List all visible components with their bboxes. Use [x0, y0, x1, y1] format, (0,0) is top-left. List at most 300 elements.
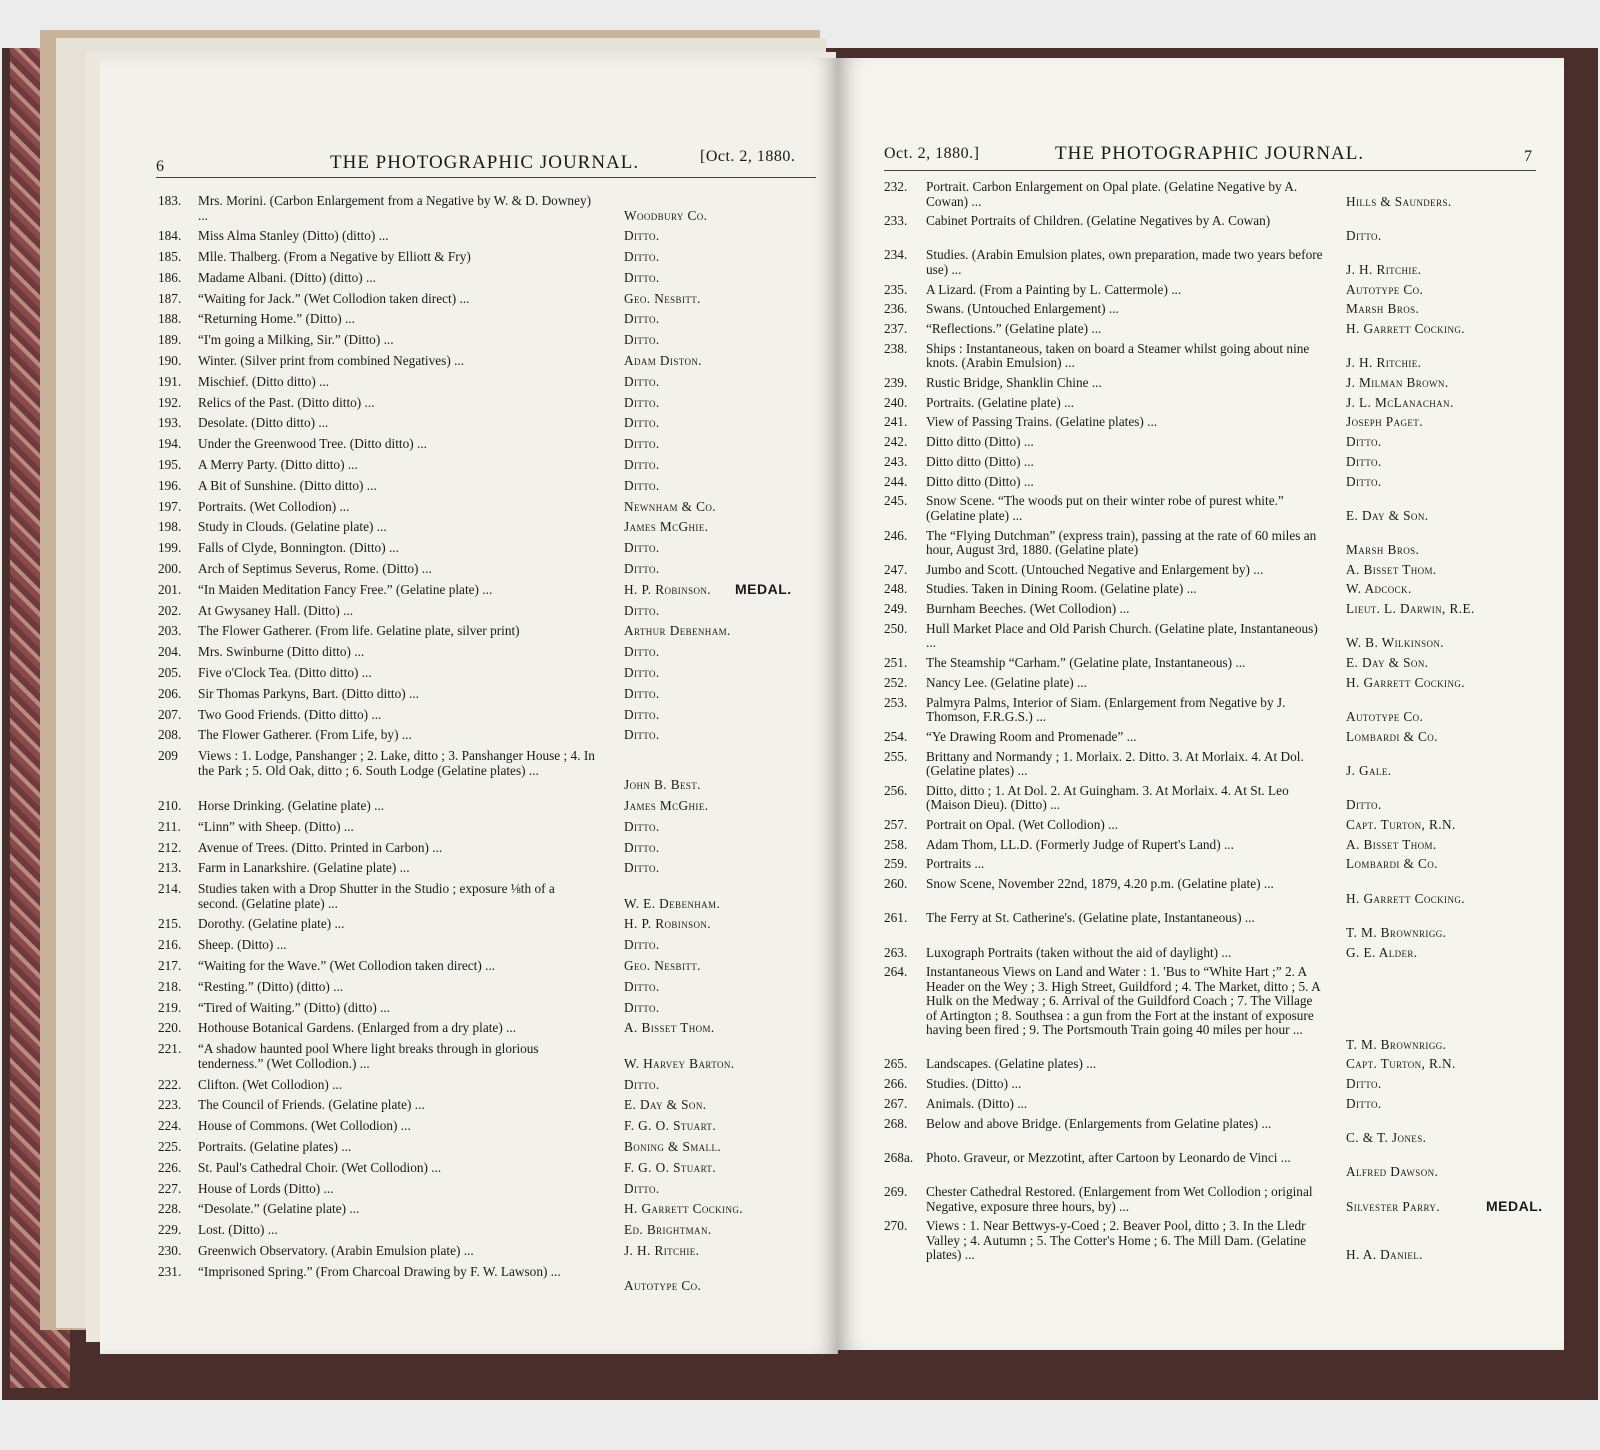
entry-number: 268.: [884, 1115, 908, 1131]
entry-description: A Merry Party. (Ditto ditto) ...: [198, 457, 358, 473]
entry-exhibitor: Ditto.: [624, 818, 660, 834]
entry-exhibitor: Ditto.: [624, 477, 660, 493]
entry-description: Lost. (Ditto) ...: [198, 1222, 278, 1238]
entry-exhibitor: Ditto.: [624, 457, 660, 473]
entry-number: 208.: [158, 727, 182, 743]
entry-exhibitor: H. A. Daniel.: [1346, 1247, 1423, 1263]
entry-number: 198.: [158, 519, 182, 535]
entry-exhibitor: Ditto.: [624, 415, 660, 431]
entry-exhibitor: Ditto.: [1346, 1095, 1382, 1111]
entry-exhibitor: Autotype Co.: [624, 1278, 702, 1294]
catalogue-entry: [158, 354, 824, 369]
entry-exhibitor: T. M. Brownrigg.: [1346, 1036, 1447, 1052]
entry-description: Study in Clouds. (Gelatine plate) ...: [198, 519, 387, 535]
entry-number: 248.: [884, 581, 908, 597]
entry-number: 214.: [158, 881, 182, 897]
entry-number: 188.: [158, 311, 182, 327]
entry-number: 185.: [158, 249, 182, 265]
entry-exhibitor: E. Day & Son.: [1346, 507, 1429, 523]
catalogue-entry: [158, 687, 824, 702]
entry-number: 234.: [884, 247, 908, 263]
entry-exhibitor: A. Bisset Thom.: [1346, 836, 1437, 852]
entry-exhibitor: Ditto.: [624, 839, 660, 855]
entry-description: The Ferry at St. Catherine's. (Gelatine plate, Instantaneous) ...: [926, 910, 1255, 926]
entry-exhibitor: H. Garrett Cocking.: [624, 1201, 743, 1217]
entry-number: 199.: [158, 540, 182, 556]
entry-description: Ditto ditto (Ditto) ...: [926, 453, 1034, 469]
entry-number: 252.: [884, 674, 908, 690]
catalogue-entry: [884, 696, 1546, 725]
entry-number: 201.: [158, 581, 182, 597]
entry-exhibitor: Ditto.: [624, 978, 660, 994]
entry-number: 209: [158, 748, 178, 764]
catalogue-entry: [158, 479, 824, 494]
entry-number: 196.: [158, 477, 182, 493]
right-running-title: THE PHOTOGRAPHIC JOURNAL.: [1055, 143, 1365, 164]
entry-number: 207.: [158, 706, 182, 722]
entry-description: “Ye Drawing Room and Promenade” ...: [926, 728, 1137, 744]
entry-description: The Flower Gatherer. (From Life, by) ...: [198, 727, 412, 743]
catalogue-entry: [884, 818, 1546, 833]
entry-number: 226.: [158, 1159, 182, 1175]
entry-number: 230.: [158, 1242, 182, 1258]
entry-description: Mrs. Morini. (Carbon Enlargement from a Negative by W. & D. Downey) ...: [198, 193, 592, 223]
entry-number: 249.: [884, 601, 908, 617]
entry-exhibitor: Ditto.: [624, 937, 660, 953]
entry-number: 219.: [158, 999, 182, 1015]
catalogue-entry: [158, 1161, 824, 1176]
catalogue-entry: [884, 676, 1546, 691]
entry-description: “In Maiden Meditation Fancy Free.” (Gelatine plate) ...: [198, 581, 493, 597]
catalogue-entry: [884, 214, 1546, 243]
catalogue-entry: [884, 877, 1546, 906]
catalogue-entry: [158, 882, 824, 911]
entry-description: Falls of Clyde, Bonnington. (Ditto) ...: [198, 540, 399, 556]
entry-exhibitor: Capt. Turton, R.N.: [1346, 816, 1456, 832]
entry-exhibitor: J. H. Ritchie.: [1346, 355, 1422, 371]
entry-number: 243.: [884, 453, 908, 469]
entry-description: Two Good Friends. (Ditto ditto) ...: [198, 706, 382, 722]
entry-number: 210.: [158, 797, 182, 813]
entry-description: House of Commons. (Wet Collodion) ...: [198, 1118, 411, 1134]
entry-number: 244.: [884, 473, 908, 489]
entry-exhibitor: Ditto.: [624, 373, 660, 389]
entry-exhibitor: Geo. Nesbitt.: [624, 958, 701, 974]
catalogue-entry: [884, 455, 1546, 470]
entry-exhibitor: Ditto.: [624, 706, 660, 722]
entry-number: 235.: [884, 281, 908, 297]
entry-description: Ditto, ditto ; 1. At Dol. 2. At Guingham. 3. At Morlaix. 4. At St. Leo (Maison Dieu). (Ditto) ...: [926, 782, 1289, 813]
right-page-date: Oct. 2, 1880.]: [884, 145, 980, 162]
entry-description: The “Flying Dutchman” (express train), passing at the rate of 60 miles an hour, August 3rd, 1880. (Gelatine plate): [926, 527, 1317, 558]
entry-description: “Waiting for the Wave.” (Wet Collodion taken direct) ...: [198, 958, 496, 974]
entry-number: 205.: [158, 665, 182, 680]
entry-number: 212.: [158, 839, 182, 855]
entry-exhibitor: Ditto.: [1346, 473, 1382, 489]
entry-number: 240.: [884, 394, 908, 410]
catalogue-entry: [158, 1140, 824, 1155]
entry-description: Ships : Instantaneous, taken on board a Steamer whilst going about nine knots. (Arabin Emulsion) ...: [926, 340, 1310, 371]
entry-description: “Resting.” (Ditto) (ditto) ...: [198, 978, 344, 994]
entry-description: “I'm going a Milking, Sir.” (Ditto) ...: [198, 332, 394, 348]
catalogue-entry: [158, 500, 824, 515]
entry-number: 193.: [158, 415, 182, 431]
entry-exhibitor: G. E. Alder.: [1346, 944, 1418, 960]
entry-exhibitor: Ditto.: [624, 249, 660, 265]
entry-exhibitor: Alfred Dawson.: [1346, 1164, 1439, 1180]
entry-description: Portraits. (Wet Collodion) ...: [198, 498, 350, 514]
entry-exhibitor: Silvester Parry.: [1346, 1198, 1441, 1214]
entry-exhibitor: Lieut. L. Darwin, R.E.: [1346, 601, 1475, 617]
entry-exhibitor: H. Garrett Cocking.: [1346, 674, 1465, 690]
entry-exhibitor: Ditto.: [624, 602, 660, 618]
entry-exhibitor: Woodbury Co.: [624, 207, 708, 223]
catalogue-entry: [884, 180, 1546, 209]
entry-exhibitor: Ditto.: [624, 332, 660, 348]
entry-description: Relics of the Past. (Ditto ditto) ...: [198, 394, 375, 410]
catalogue-entry: [884, 302, 1546, 317]
entry-number: 203.: [158, 623, 182, 639]
entry-description: Portraits ...: [926, 856, 985, 872]
entry-description: Animals. (Ditto) ...: [926, 1095, 1028, 1111]
catalogue-entry: [158, 1078, 824, 1093]
catalogue-entry: [158, 728, 824, 743]
entry-description: “Tired of Waiting.” (Ditto) (ditto) ...: [198, 999, 391, 1015]
entry-number: 268a.: [884, 1149, 914, 1165]
entry-number: 195.: [158, 457, 182, 473]
entry-description: Ditto ditto (Ditto) ...: [926, 434, 1034, 450]
entry-exhibitor: Ditto.: [1346, 434, 1382, 450]
entry-number: 217.: [158, 958, 182, 974]
left-head-rule: [156, 177, 816, 178]
entry-description: A Bit of Sunshine. (Ditto ditto) ...: [198, 477, 377, 493]
entry-exhibitor: W. Harvey Barton.: [624, 1055, 735, 1071]
catalogue-entry: [884, 415, 1546, 430]
entry-number: 250.: [884, 620, 908, 636]
catalogue-entry: [884, 342, 1546, 371]
catalogue-entry: [884, 1151, 1546, 1180]
entry-description: “Linn” with Sheep. (Ditto) ...: [198, 818, 354, 834]
catalogue-entry: [158, 749, 824, 793]
entry-number: 218.: [158, 978, 182, 994]
entry-exhibitor: Ditto.: [624, 1180, 660, 1196]
catalogue-entry: [884, 750, 1546, 779]
entry-number: 225.: [158, 1138, 182, 1154]
entry-number: 232.: [884, 179, 908, 194]
catalogue-entry: [884, 1117, 1546, 1146]
entry-exhibitor: Arthur Debenham.: [624, 623, 731, 639]
entry-number: 255.: [884, 748, 908, 764]
entry-description: “Imprisoned Spring.” (From Charcoal Drawing by F. W. Lawson) ...: [198, 1263, 561, 1279]
entry-number: 189.: [158, 332, 182, 348]
entry-description: “A shadow haunted pool Where light breaks through in glorious tenderness.” (Wet Collodion.) ...: [198, 1041, 539, 1071]
entry-number: 231.: [158, 1263, 182, 1279]
entry-number: 251.: [884, 655, 908, 671]
entry-exhibitor: Ditto.: [624, 1076, 660, 1092]
entry-exhibitor: Ditto.: [1346, 453, 1382, 469]
catalogue-entry: [158, 437, 824, 452]
entry-exhibitor: Ditto.: [624, 665, 660, 680]
entry-exhibitor: Ditto.: [624, 644, 660, 660]
entry-number: 213.: [158, 860, 182, 876]
catalogue-entry: [158, 980, 824, 995]
entry-exhibitor: H. P. Robinson.: [624, 916, 712, 932]
entry-description: Studies. (Arabin Emulsion plates, own preparation, made two years before use) ...: [926, 247, 1323, 277]
left-page-number: 6: [156, 158, 165, 175]
entry-number: 197.: [158, 498, 182, 514]
entry-description: Landscapes. (Gelatine plates) ...: [926, 1056, 1097, 1072]
entry-description: Rustic Bridge, Shanklin Chine ...: [926, 375, 1102, 391]
entry-description: A Lizard. (From a Painting by L. Cattermole) ...: [926, 281, 1182, 297]
entry-number: 228.: [158, 1201, 182, 1217]
entry-number: 216.: [158, 937, 182, 953]
entry-description: Studies. (Ditto) ...: [926, 1076, 1022, 1092]
entry-description: Portrait. Carbon Enlargement on Opal plate. (Gelatine Negative by A. Cowan) ...: [926, 179, 1298, 209]
catalogue-entry: [158, 1182, 824, 1197]
catalogue-entry: [884, 1077, 1546, 1092]
entry-description: Nancy Lee. (Gelatine plate) ...: [926, 674, 1087, 690]
catalogue-entry: [158, 624, 824, 639]
entry-exhibitor: E. Day & Son.: [624, 1097, 707, 1113]
entry-number: 258.: [884, 836, 908, 852]
entry-description: Studies. Taken in Dining Room. (Gelatine plate) ...: [926, 581, 1197, 597]
entry-description: House of Lords (Ditto) ...: [198, 1180, 334, 1196]
entry-exhibitor: Boning & Small.: [624, 1138, 722, 1154]
entry-exhibitor: E. Day & Son.: [1346, 655, 1429, 671]
catalogue-entry: [884, 946, 1546, 961]
catalogue-entry: [158, 229, 824, 244]
catalogue-entry: [158, 938, 824, 953]
catalogue-entry: [884, 248, 1546, 277]
entry-number: 247.: [884, 561, 908, 577]
entry-exhibitor: J. H. Ritchie.: [624, 1242, 700, 1258]
entry-number: 200.: [158, 561, 182, 577]
entry-exhibitor: Ditto.: [1346, 1076, 1382, 1092]
medal-stamp: MEDAL.: [1486, 1197, 1543, 1214]
entry-exhibitor: Ditto.: [624, 269, 660, 285]
entry-exhibitor: Marsh Bros.: [1346, 542, 1420, 558]
entry-description: Portrait on Opal. (Wet Collodion) ...: [926, 816, 1119, 832]
catalogue-entry: [158, 1202, 824, 1217]
right-head-rule: [884, 170, 1536, 171]
catalogue-entry: [158, 1021, 824, 1036]
entry-description: Hull Market Place and Old Parish Church. (Gelatine plate, Instantaneous) ...: [926, 620, 1318, 651]
entry-number: 220.: [158, 1020, 182, 1036]
catalogue-entry: [884, 1185, 1546, 1214]
entry-exhibitor: J. L. McLanachan.: [1346, 394, 1454, 410]
entry-number: 183.: [158, 193, 182, 208]
catalogue-entry: [158, 917, 824, 932]
catalogue-entry: [884, 435, 1546, 450]
entry-description: Chester Cathedral Restored. (Enlargement from Wet Collodion ; original Negative, exposure three hours, by) ...: [926, 1184, 1313, 1214]
entry-number: 267.: [884, 1095, 908, 1111]
entry-exhibitor: Adam Diston.: [624, 353, 702, 369]
entry-description: Swans. (Untouched Enlargement) ...: [926, 301, 1119, 317]
entry-description: Clifton. (Wet Collodion) ...: [198, 1076, 343, 1092]
catalogue-entry: [158, 799, 824, 814]
entry-description: Luxograph Portraits (taken without the aid of daylight) ...: [926, 944, 1232, 960]
catalogue-entry: [158, 292, 824, 307]
entry-number: 227.: [158, 1180, 182, 1196]
entry-number: 259.: [884, 856, 908, 872]
entry-description: Under the Greenwood Tree. (Ditto ditto) ...: [198, 436, 427, 452]
entry-description: Mrs. Swinburne (Ditto ditto) ...: [198, 644, 365, 660]
entry-number: 257.: [884, 816, 908, 832]
entry-number: 245.: [884, 493, 908, 509]
catalogue-entry: [158, 861, 824, 876]
entry-exhibitor: Capt. Turton, R.N.: [1346, 1056, 1456, 1072]
entry-number: 260.: [884, 876, 908, 892]
entry-description: Greenwich Observatory. (Arabin Emulsion plate) ...: [198, 1242, 474, 1258]
catalogue-entry: [158, 250, 824, 265]
catalogue-entry: [158, 604, 824, 619]
entry-number: 229.: [158, 1222, 182, 1238]
entry-exhibitor: W. B. Wilkinson.: [1346, 635, 1445, 651]
catalogue-entry: [884, 730, 1546, 745]
entry-description: Mischief. (Ditto ditto) ...: [198, 373, 330, 389]
entry-exhibitor: Hills & Saunders.: [1346, 193, 1452, 209]
entry-exhibitor: A. Bisset Thom.: [1346, 561, 1437, 577]
entry-exhibitor: James McGhie.: [624, 519, 709, 535]
entry-description: Portraits. (Gelatine plate) ...: [926, 394, 1075, 410]
entry-number: 253.: [884, 694, 908, 710]
entry-exhibitor: Ditto.: [624, 436, 660, 452]
entry-exhibitor: H. P. Robinson.: [624, 581, 712, 597]
catalogue-entry: [158, 458, 824, 473]
entry-description: Miss Alma Stanley (Ditto) (ditto) ...: [198, 228, 389, 244]
catalogue-entry: [158, 1042, 824, 1071]
entry-exhibitor: Autotype Co.: [1346, 709, 1424, 725]
entry-description: Brittany and Normandy ; 1. Morlaix. 2. Ditto. 3. At Morlaix. 4. At Dol. (Gelatine plates) ...: [926, 748, 1304, 778]
entry-number: 266.: [884, 1076, 908, 1092]
entry-description: Views : 1. Lodge, Panshanger ; 2. Lake, ditto ; 3. Panshanger House ; 4. In the Park ; 5. Old Oak, ditto ; 6. South Lodge (Gelatine plates) ...: [198, 748, 595, 778]
entry-exhibitor: Lombardi & Co.: [1346, 856, 1438, 872]
entry-description: Desolate. (Ditto ditto) ...: [198, 415, 329, 431]
entry-description: Snow Scene, November 22nd, 1879, 4.20 p.m. (Gelatine plate) ...: [926, 876, 1274, 892]
catalogue-entry: [158, 1098, 824, 1113]
catalogue-entry: [884, 563, 1546, 578]
entry-number: 263.: [884, 944, 908, 960]
entry-description: Burnham Beeches. (Wet Collodion) ...: [926, 601, 1130, 617]
catalogue-entry: [884, 396, 1546, 411]
left-running-title: THE PHOTOGRAPHIC JOURNAL.: [330, 152, 640, 173]
entry-description: Views : 1. Near Bettwys-y-Coed ; 2. Beaver Pool, ditto ; 3. In the Lledr Valley ; 4. Autumn ; 5. The Cotter's Home ; 6. The Mill Dam. (Gelatine plates) ...: [926, 1218, 1307, 1263]
entry-description: The Council of Friends. (Gelatine plate) ...: [198, 1097, 425, 1113]
entry-number: 191.: [158, 373, 182, 389]
entry-exhibitor: Ditto.: [624, 685, 660, 701]
catalogue-entry: [158, 1001, 824, 1016]
entry-number: 254.: [884, 728, 908, 744]
catalogue-entry: [158, 1244, 824, 1259]
entry-exhibitor: J. Milman Brown.: [1346, 375, 1449, 391]
entry-description: Instantaneous Views on Land and Water : 1. 'Bus to “White Hart ;” 2. A Header on the Wey ; 3. High Street, Guildford ; 4. The Market, ditto ; 5. A Hulk on the Medway ; 6. Arrival of the Guildford Coach ; 7. The Village of Artington ; 8. Southsea : a gun from the Fort at the instant of exposure having been fired ; 9. The Portsmouth Train going 40 miles per hour ...: [926, 964, 1320, 1038]
entry-number: 233.: [884, 213, 908, 229]
entry-number: 264.: [884, 964, 908, 980]
catalogue-entry: [884, 322, 1546, 337]
entry-number: 194.: [158, 436, 182, 452]
entry-number: 265.: [884, 1056, 908, 1072]
catalogue-entry: [158, 1223, 824, 1238]
entry-exhibitor: John B. Best.: [624, 777, 701, 793]
entry-description: “Returning Home.” (Ditto) ...: [198, 311, 355, 327]
entry-exhibitor: J. Gale.: [1346, 763, 1392, 778]
entry-exhibitor: H. Garrett Cocking.: [1346, 321, 1465, 337]
entry-exhibitor: Ditto.: [624, 860, 660, 876]
medal-stamp: MEDAL.: [735, 580, 792, 597]
catalogue-entry: [158, 562, 824, 577]
catalogue-entry: [884, 1057, 1546, 1072]
catalogue-entry: [884, 656, 1546, 671]
entry-exhibitor: J. H. Ritchie.: [1346, 261, 1422, 277]
entry-number: 184.: [158, 228, 182, 244]
entry-exhibitor: James McGhie.: [624, 797, 709, 813]
entry-description: Madame Albani. (Ditto) (ditto) ...: [198, 269, 376, 285]
entry-description: “Reflections.” (Gelatine plate) ...: [926, 321, 1102, 337]
entry-exhibitor: H. Garrett Cocking.: [1346, 890, 1465, 906]
entry-number: 190.: [158, 353, 182, 369]
entry-description: Arch of Septimus Severus, Rome. (Ditto) ...: [198, 561, 432, 577]
entry-description: Mlle. Thalberg. (From a Negative by Elliott & Fry): [198, 249, 471, 265]
catalogue-entry: [884, 911, 1546, 940]
entry-number: 206.: [158, 685, 182, 701]
entry-number: 246.: [884, 527, 908, 543]
entry-description: The Flower Gatherer. (From life. Gelatine plate, silver print): [198, 623, 520, 639]
entry-exhibitor: A. Bisset Thom.: [624, 1020, 715, 1036]
entry-number: 222.: [158, 1076, 182, 1092]
entry-exhibitor: Ditto.: [624, 999, 660, 1015]
entry-number: 186.: [158, 269, 182, 285]
entry-exhibitor: Lombardi & Co.: [1346, 728, 1438, 744]
entry-number: 256.: [884, 782, 908, 798]
catalogue-entry: [158, 416, 824, 431]
catalogue-entry: [158, 645, 824, 660]
catalogue-entry: [158, 580, 824, 598]
entry-exhibitor: F. G. O. Stuart.: [624, 1118, 717, 1134]
entry-exhibitor: Ditto.: [624, 394, 660, 410]
entry-description: “Waiting for Jack.” (Wet Collodion taken direct) ...: [198, 290, 470, 306]
entry-number: 270.: [884, 1218, 908, 1234]
entry-exhibitor: T. M. Brownrigg.: [1346, 924, 1447, 940]
catalogue-entry: [158, 271, 824, 286]
entry-exhibitor: Geo. Nesbitt.: [624, 290, 701, 306]
catalogue-entry: [884, 376, 1546, 391]
catalogue-entry: [158, 396, 824, 411]
entry-exhibitor: Ditto.: [1346, 227, 1382, 243]
catalogue-entry: [158, 841, 824, 856]
catalogue-entry: [158, 1119, 824, 1134]
entry-exhibitor: Marsh Bros.: [1346, 301, 1420, 317]
entry-number: 239.: [884, 375, 908, 391]
catalogue-entry: [884, 602, 1546, 617]
right-page-number: 7: [1524, 148, 1533, 165]
entry-description: Photo. Graveur, or Mezzotint, after Cartoon by Leonardo de Vinci ...: [926, 1149, 1291, 1165]
catalogue-entry: [158, 666, 824, 681]
entry-exhibitor: Newnham & Co.: [624, 498, 716, 514]
catalogue-entry: [884, 965, 1546, 1052]
catalogue-entry: [158, 708, 824, 723]
entry-number: 269.: [884, 1184, 908, 1200]
entry-description: Five o'Clock Tea. (Ditto ditto) ...: [198, 665, 372, 680]
entry-exhibitor: Ditto.: [624, 311, 660, 327]
entry-number: 215.: [158, 916, 182, 932]
catalogue-entry: [158, 194, 824, 223]
entry-description: Snow Scene. “The woods put on their winter robe of purest white.” (Gelatine plate) ...: [926, 493, 1284, 523]
entry-exhibitor: Autotype Co.: [1346, 281, 1424, 297]
catalogue-entry: [884, 283, 1546, 298]
entry-description: Palmyra Palms, Interior of Siam. (Enlargement from Negative by J. Thomson, F.R.G.S.) ...: [926, 694, 1286, 725]
entry-description: Below and above Bridge. (Enlargements from Gelatine plates) ...: [926, 1115, 1272, 1131]
entry-number: 204.: [158, 644, 182, 660]
